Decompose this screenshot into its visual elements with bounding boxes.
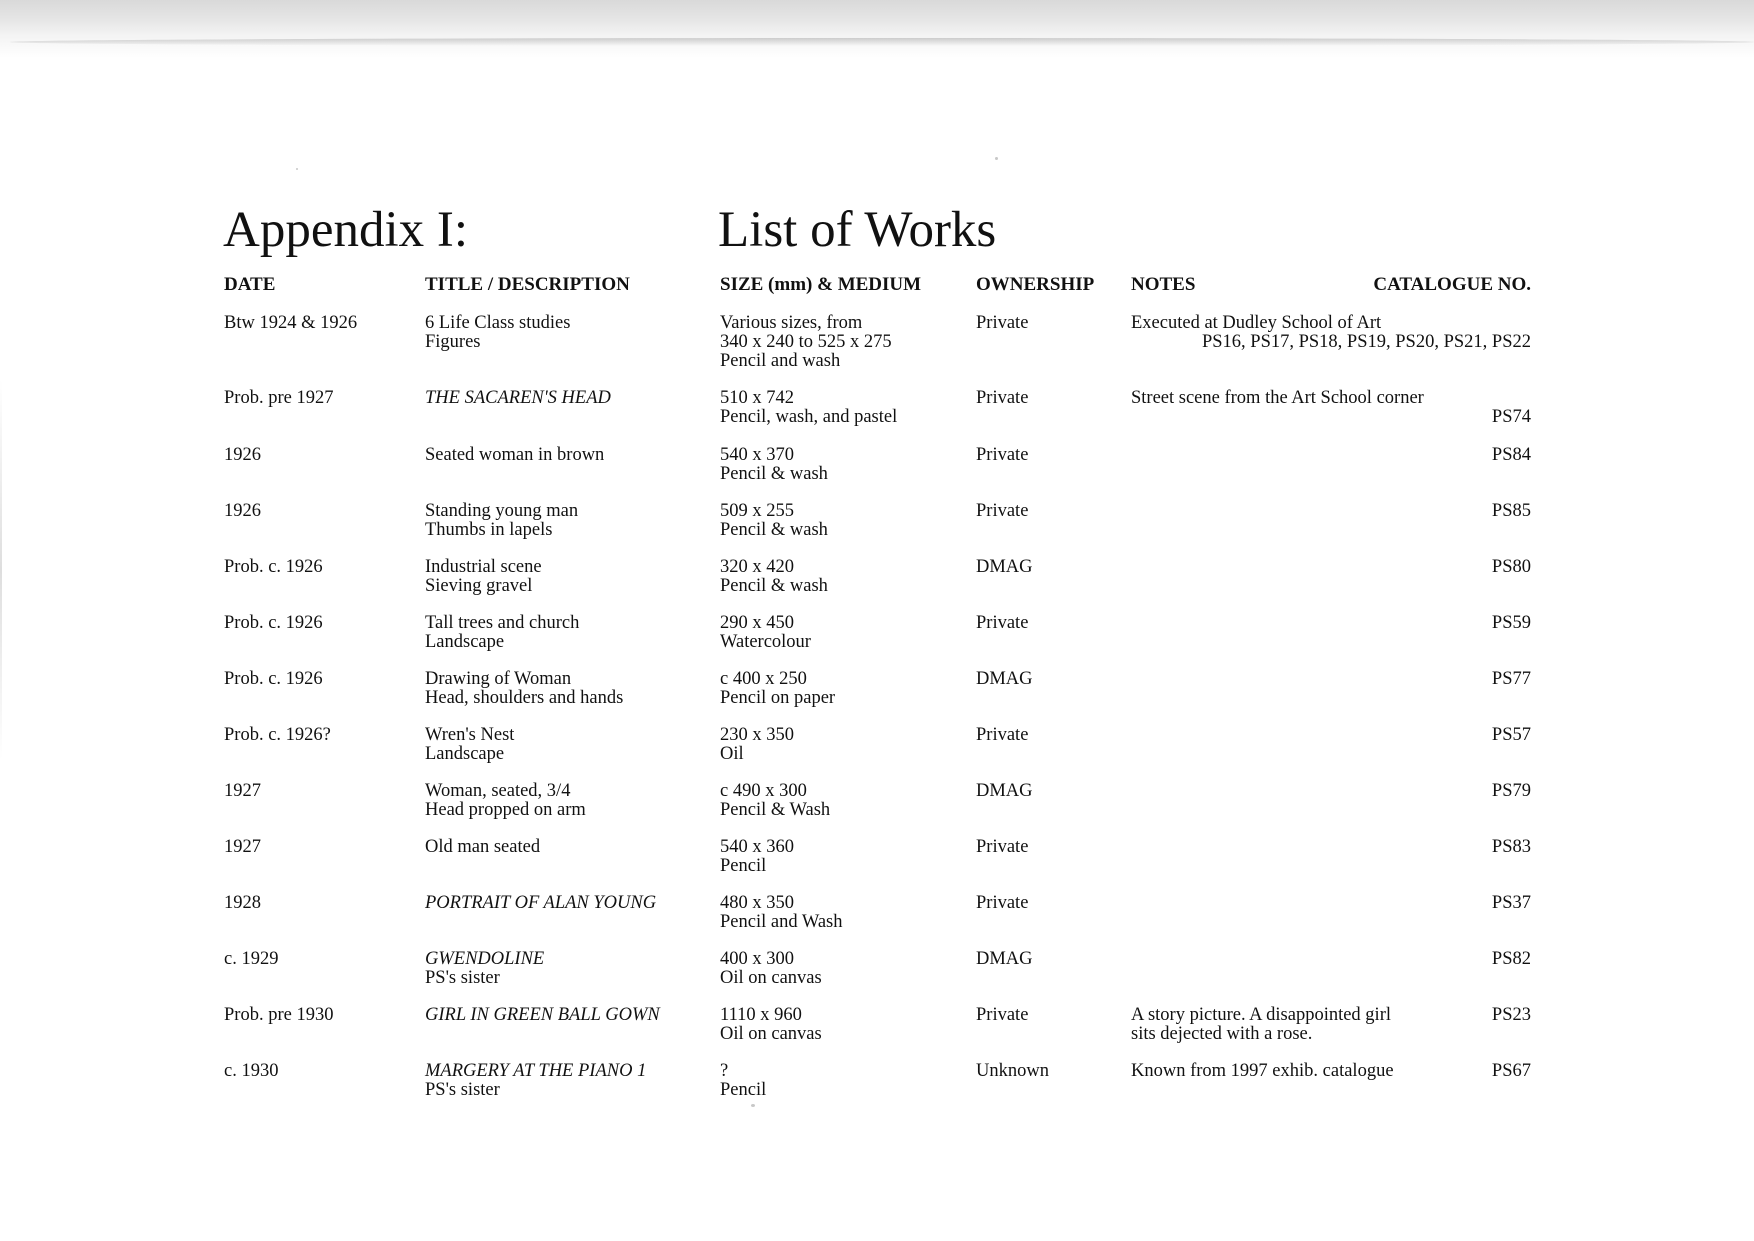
ownership-text: Private <box>976 445 1029 465</box>
description-text: Landscape <box>425 632 505 652</box>
title-cell <box>425 726 514 764</box>
description-text: Thumbs in lapels <box>425 520 553 540</box>
size-text: c 400 x 250 <box>720 669 807 689</box>
date-text: c. 1930 <box>224 1061 279 1081</box>
notes-cell <box>1131 1006 1391 1044</box>
description-text: Head propped on arm <box>425 800 586 820</box>
catalogue-number: PS23 <box>1491 1005 1531 1025</box>
medium-text: Oil <box>720 744 744 764</box>
table-row <box>0 502 1754 562</box>
title-cell <box>425 314 570 352</box>
size-text: 480 x 350 <box>720 893 794 913</box>
notes-text: Known from 1997 exhib. catalogue <box>1131 1061 1394 1081</box>
table-row <box>0 314 1754 374</box>
ownership-cell <box>976 950 1033 969</box>
title-cell <box>425 950 544 988</box>
size-medium-cell <box>720 314 892 371</box>
catalogue-number: PS67 <box>1491 1061 1531 1081</box>
description-text: Head, shoulders and hands <box>425 688 624 708</box>
medium-text: Oil on canvas <box>720 1024 822 1044</box>
size-text: 540 x 370 <box>720 445 794 465</box>
medium-text: Pencil on paper <box>720 688 836 708</box>
date-text: 1926 <box>224 445 261 465</box>
size-text: 290 x 450 <box>720 613 794 633</box>
catalogue-number: PS74 <box>1491 407 1531 427</box>
date-cell <box>224 670 323 689</box>
ownership-text: Private <box>976 388 1029 408</box>
ownership-text: Private <box>976 501 1029 521</box>
description-text: Landscape <box>425 744 505 764</box>
catalogue-cell <box>1492 389 1531 427</box>
date-cell <box>224 950 278 969</box>
ownership-text: Private <box>976 1005 1029 1025</box>
size-text: 510 x 742 <box>720 388 794 408</box>
size-text: Various sizes, from <box>720 313 863 333</box>
table-row <box>0 894 1754 954</box>
size-text: ? <box>720 1061 729 1081</box>
date-cell <box>224 782 261 801</box>
ownership-text: Private <box>976 837 1029 857</box>
size-text: c 490 x 300 <box>720 781 807 801</box>
medium-text: Pencil and Wash <box>720 912 843 932</box>
ownership-cell <box>976 726 1028 745</box>
date-text: 1927 <box>224 781 261 801</box>
appendix-heading: Appendix I: <box>223 202 469 258</box>
description-text: PS's sister <box>425 1080 500 1100</box>
title-text: Wren's Nest <box>425 725 515 745</box>
notes-text: Executed at Dudley School of Art <box>1131 313 1382 333</box>
title-text: 6 Life Class studies <box>425 313 571 333</box>
title-text: Drawing of Woman <box>425 669 572 689</box>
medium-text: Pencil & wash <box>720 464 828 484</box>
title-text: Industrial scene <box>425 557 542 577</box>
catalogue-number: PS83 <box>1491 837 1531 857</box>
catalogue-number: PS59 <box>1491 613 1531 633</box>
scan-speck <box>296 168 298 170</box>
medium-text: Watercolour <box>720 632 811 652</box>
description-text: Sieving gravel <box>425 576 533 596</box>
catalogue-number: PS16, PS17, PS18, PS19, PS20, PS21, PS22 <box>1201 332 1531 352</box>
ownership-text: Private <box>976 725 1029 745</box>
catalogue-cell <box>1492 838 1531 857</box>
title-text: Seated woman in brown <box>425 445 605 465</box>
ownership-text: DMAG <box>976 557 1033 577</box>
column-header-ownership: OWNERSHIP <box>976 274 1095 295</box>
date-cell <box>224 614 323 633</box>
catalogue-cell <box>1492 950 1531 969</box>
date-text: Btw 1924 & 1926 <box>224 313 358 333</box>
date-cell <box>224 726 331 745</box>
size-medium-cell <box>720 446 828 484</box>
table-row <box>0 1006 1754 1066</box>
size-text: 320 x 420 <box>720 557 794 577</box>
title-text: Tall trees and church <box>425 613 580 633</box>
date-cell <box>224 502 261 521</box>
date-text: Prob. pre 1930 <box>224 1005 334 1025</box>
size-medium-cell <box>720 1006 822 1044</box>
title-cell <box>425 670 623 708</box>
medium-text: Pencil <box>720 1080 767 1100</box>
medium-text: Pencil, wash, and pastel <box>720 407 898 427</box>
ownership-cell <box>976 558 1033 577</box>
size-text: 509 x 255 <box>720 501 794 521</box>
size-medium-cell <box>720 389 897 427</box>
size-text: 400 x 300 <box>720 949 794 969</box>
scan-speck <box>995 157 998 160</box>
title-text: THE SACAREN'S HEAD <box>425 388 611 408</box>
ownership-cell <box>976 1006 1028 1025</box>
table-row <box>0 950 1754 1010</box>
size-medium-cell <box>720 558 828 596</box>
size-medium-cell <box>720 894 843 932</box>
size-text-continued: 340 x 240 to 525 x 275 <box>720 332 892 352</box>
size-medium-cell <box>720 1062 766 1100</box>
ownership-text: Private <box>976 313 1029 333</box>
size-medium-cell <box>720 782 830 820</box>
size-text: 540 x 360 <box>720 837 794 857</box>
date-text: 1926 <box>224 501 261 521</box>
date-cell <box>224 894 261 913</box>
ownership-cell <box>976 670 1033 689</box>
title-text: Woman, seated, 3/4 <box>425 781 571 801</box>
title-text: Standing young man <box>425 501 579 521</box>
column-header-date: DATE <box>224 274 276 295</box>
date-cell <box>224 838 261 857</box>
notes-text: Street scene from the Art School corner <box>1131 388 1424 408</box>
catalogue-number: PS85 <box>1491 501 1531 521</box>
size-text: 230 x 350 <box>720 725 794 745</box>
title-cell <box>425 558 542 596</box>
date-cell <box>224 1062 278 1081</box>
title-cell <box>425 894 656 913</box>
date-cell <box>224 558 323 577</box>
table-row <box>0 446 1754 506</box>
date-cell <box>224 314 357 333</box>
table-row <box>0 614 1754 674</box>
notes-text-continued: sits dejected with a rose. <box>1131 1024 1313 1044</box>
column-header-catalogue: CATALOGUE NO. <box>1373 274 1531 295</box>
ownership-cell <box>976 314 1028 333</box>
ownership-text: DMAG <box>976 781 1033 801</box>
ownership-cell <box>976 502 1028 521</box>
size-medium-cell <box>720 950 822 988</box>
title-text: Old man seated <box>425 837 541 857</box>
date-cell <box>224 1006 333 1025</box>
title-text: MARGERY AT THE PIANO 1 <box>425 1061 647 1081</box>
ownership-cell <box>976 894 1028 913</box>
description-text: PS's sister <box>425 968 500 988</box>
scan-shadow-line <box>10 38 1754 46</box>
catalogue-number: PS77 <box>1491 669 1531 689</box>
notes-text: A story picture. A disappointed girl <box>1131 1005 1392 1025</box>
catalogue-cell <box>1492 894 1531 913</box>
date-text: 1928 <box>224 893 261 913</box>
date-text: Prob. c. 1926 <box>224 613 323 633</box>
ownership-cell <box>976 446 1028 465</box>
catalogue-cell <box>1492 614 1531 633</box>
catalogue-number: PS84 <box>1491 445 1531 465</box>
scan-shadow <box>0 0 1754 58</box>
date-cell <box>224 446 261 465</box>
column-header-size: SIZE (mm) & MEDIUM <box>720 274 922 295</box>
title-cell <box>425 389 611 408</box>
catalogue-number: PS57 <box>1491 725 1531 745</box>
ownership-text: DMAG <box>976 669 1033 689</box>
title-text: GIRL IN GREEN BALL GOWN <box>425 1005 660 1025</box>
title-cell <box>425 1006 660 1025</box>
medium-text: Pencil & wash <box>720 520 828 540</box>
catalogue-cell <box>1492 502 1531 521</box>
date-text: Prob. c. 1926 <box>224 557 323 577</box>
catalogue-number: PS82 <box>1491 949 1531 969</box>
table-row <box>0 782 1754 842</box>
catalogue-cell <box>1492 558 1531 577</box>
title-cell <box>425 446 604 465</box>
table-row <box>0 389 1754 449</box>
table-row <box>0 558 1754 618</box>
date-cell <box>224 389 333 408</box>
medium-text: Pencil & wash <box>720 576 828 596</box>
catalogue-cell <box>1492 782 1531 801</box>
column-header-notes: NOTES <box>1131 274 1196 295</box>
catalogue-cell <box>1202 314 1531 352</box>
medium-text: Oil on canvas <box>720 968 822 988</box>
ownership-cell <box>976 782 1033 801</box>
title-cell <box>425 838 540 857</box>
ownership-cell <box>976 838 1028 857</box>
medium-text: Pencil and wash <box>720 351 841 371</box>
ownership-text: Unknown <box>976 1061 1049 1081</box>
catalogue-cell <box>1492 726 1531 745</box>
title-cell <box>425 782 586 820</box>
title-cell <box>425 614 579 652</box>
ownership-text: Private <box>976 613 1029 633</box>
ownership-cell <box>976 614 1028 633</box>
table-row <box>0 1062 1754 1122</box>
catalogue-cell <box>1492 670 1531 689</box>
medium-text: Pencil <box>720 856 767 876</box>
ownership-text: Private <box>976 893 1029 913</box>
title-text: PORTRAIT OF ALAN YOUNG <box>425 893 657 913</box>
date-text: c. 1929 <box>224 949 279 969</box>
notes-cell <box>1131 1062 1394 1081</box>
title-cell <box>425 1062 646 1100</box>
catalogue-cell <box>1492 446 1531 465</box>
date-text: Prob. c. 1926 <box>224 669 323 689</box>
column-header-title: TITLE / DESCRIPTION <box>425 274 630 295</box>
size-medium-cell <box>720 838 794 876</box>
date-text: 1927 <box>224 837 261 857</box>
description-text: Figures <box>425 332 481 352</box>
ownership-cell <box>976 389 1028 408</box>
title-cell <box>425 502 578 540</box>
ownership-cell <box>976 1062 1049 1081</box>
size-medium-cell <box>720 614 811 652</box>
catalogue-number: PS80 <box>1491 557 1531 577</box>
catalogue-cell <box>1492 1062 1531 1081</box>
list-of-works-heading: List of Works <box>718 202 997 258</box>
size-medium-cell <box>720 726 794 764</box>
table-row <box>0 726 1754 786</box>
table-row <box>0 670 1754 730</box>
table-row <box>0 838 1754 898</box>
title-text: GWENDOLINE <box>425 949 545 969</box>
size-medium-cell <box>720 502 828 540</box>
catalogue-cell <box>1492 1006 1531 1025</box>
notes-cell <box>1131 389 1424 408</box>
ownership-text: DMAG <box>976 949 1033 969</box>
date-text: Prob. pre 1927 <box>224 388 334 408</box>
size-text: 1110 x 960 <box>720 1005 802 1025</box>
catalogue-number: PS37 <box>1491 893 1531 913</box>
date-text: Prob. c. 1926? <box>224 725 331 745</box>
size-medium-cell <box>720 670 835 708</box>
medium-text: Pencil & Wash <box>720 800 831 820</box>
catalogue-number: PS79 <box>1491 781 1531 801</box>
